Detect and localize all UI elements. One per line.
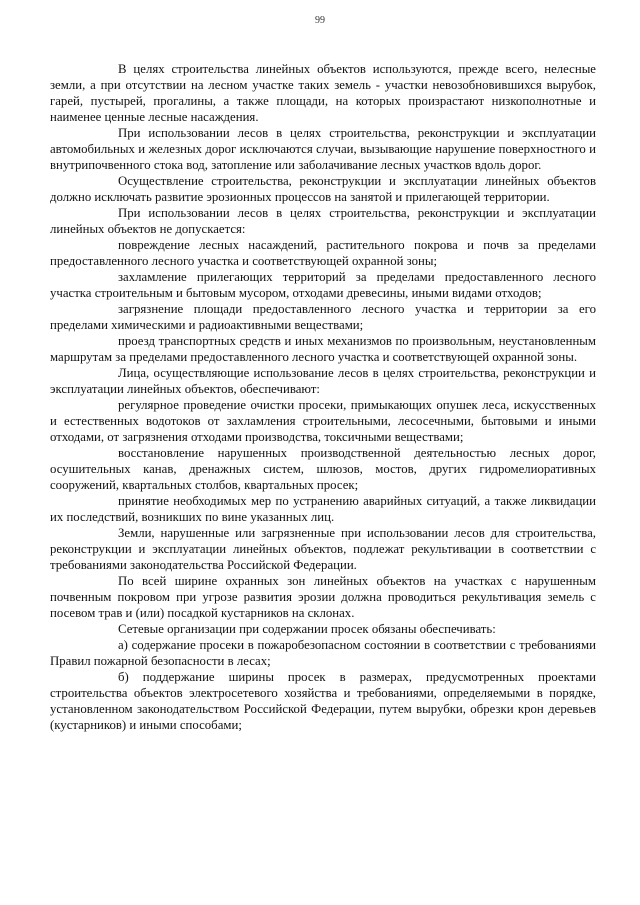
paragraph-item-b: б) поддержание ширины просек в размерах, предусмотренных проектами строительства объектов электросетевого хозяйства и требованиями, определяемыми в порядке, установленном законодательством Российской Федерации, путем вырубки, обрезки крон деревьев (кустарников) и иными способами; (50, 670, 596, 732)
paragraph-recultivation: Земли, нарушенные или загрязненные при использовании лесов для строительства, реконструкции и эксплуатации линейных объектов, подлежат рекультивации в соответствии с требованиями законодательства Российской Федерации. (50, 526, 596, 572)
paragraph-erosion-prevention: Осуществление строительства, реконструкции и эксплуатации линейных объектов должно исключать развитие эрозионных процессов на занятой и прилегающей территории. (50, 174, 596, 204)
paragraph-prohibition-pollution: загрязнение площади предоставленного лесного участка и территории за его пределами химическими и радиоактивными веществами; (50, 302, 596, 332)
page-number: 99 (315, 15, 325, 26)
paragraph-obligation-cleaning: регулярное проведение очистки просеки, примыкающих опушек леса, искусственных и естественных водотоков от захламления строительными, лесосечными, бытовыми и иными отходами, от загрязнения отходами производства, токсичными веществами; (50, 398, 596, 444)
paragraph-obligation-restoration: восстановление нарушенных производственной деятельностью лесных дорог, осушительных канав, дренажных систем, шлюзов, мостов, других гидромелиоративных сооружений, квартальных столбов, квартальных просек; (50, 446, 596, 492)
paragraph-obligations-intro: Лица, осуществляющие использование лесов в целях строительства, реконструкции и эксплуатации линейных объектов, обеспечивают: (50, 366, 596, 396)
paragraph-prohibition-littering: захламление прилегающих территорий за пределами предоставленного лесного участка строительным и бытовым мусором, отходами древесины, иными видами отходов; (50, 270, 596, 300)
paragraph-roads-water-flow: При использовании лесов в целях строительства, реконструкции и эксплуатации автомобильных и железных дорог исключаются случаи, вызывающие нарушение поверхностного и внутрипочвенного стока вод, затопление или заболачивание лесных участков вдоль дорог. (50, 126, 596, 172)
paragraph-prohibition-vehicles: проезд транспортных средств и иных механизмов по произвольным, неустановленным маршрутам за пределами предоставленного лесного участка и соответствующей охранной зоны. (50, 334, 596, 364)
paragraph-obligation-emergency: принятие необходимых мер по устранению аварийных ситуаций, а также ликвидации их последствий, возникших по вине указанных лиц. (50, 494, 596, 524)
document-body (50, 61, 596, 733)
paragraph-prohibition-damage: повреждение лесных насаждений, растительного покрова и почв за пределами предоставленного лесного участка и соответствующей охранной зоны; (50, 238, 596, 268)
paragraph-prohibitions-intro: При использовании лесов в целях строительства, реконструкции и эксплуатации линейных объектов не допускается: (50, 206, 596, 236)
paragraph-item-a: а) содержание просеки в пожаробезопасном состоянии в соответствии с требованиями Правил пожарной безопасности в лесах; (50, 638, 596, 668)
paragraph-network-organizations-intro: Сетевые организации при содержании просек обязаны обеспечивать: (118, 622, 496, 636)
paragraph-land-use-priority: В целях строительства линейных объектов используются, прежде всего, нелесные земли, а при отсутствии на лесном участке таких земель - участки невозобновившихся вырубок, гарей, пустырей, прогалины, а также площади, на которых произрастают низкополнотные и наименее ценные лесные насаждения. (50, 62, 596, 124)
paragraph-erosion-recultivation: По всей ширине охранных зон линейных объектов на участках с нарушенным почвенным покровом при угрозе развития эрозии должна проводиться рекультивация земель с посевом трав и (или) посадкой кустарников на склонах. (50, 574, 596, 620)
